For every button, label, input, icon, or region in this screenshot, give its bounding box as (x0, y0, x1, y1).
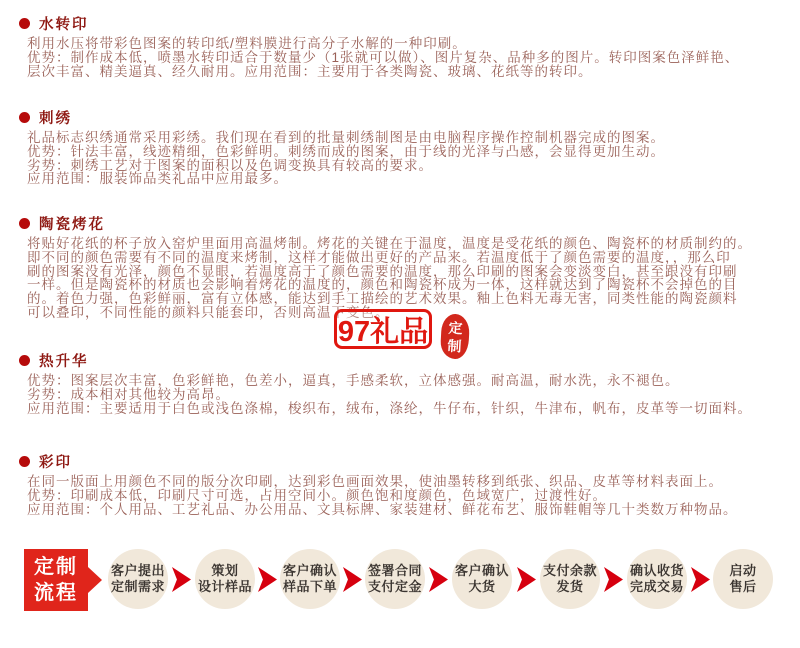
bullet-icon (19, 456, 30, 467)
flow-step-8 (713, 549, 773, 609)
section-header (19, 16, 800, 31)
flow-step-line: 售后 (729, 579, 757, 594)
flow-step-line: 确认收货 (629, 563, 684, 578)
flow-title-box (24, 549, 88, 611)
section-body (27, 131, 800, 186)
section-body-line: 刷的图案没有光泽，颜色不显眼，若温度高于了颜色需要的温度，那么印刷的图案会变淡变白，甚至跟没有印刷 (27, 263, 738, 279)
section-title: 彩印 (39, 455, 72, 471)
section-body-line: 礼品标志织绣通常采用彩绣。我们现在看到的批量刺绣制图是由电脑程序操作控制机器完成的图案。 (27, 130, 665, 145)
flow-step-line: 完成交易 (629, 579, 684, 594)
section-title: 热升华 (39, 354, 89, 370)
watermark-badge: 97礼品 (334, 309, 432, 349)
flow-step-line: 客户确认 (282, 563, 337, 578)
section-header (19, 110, 800, 125)
section-thermal-sublimation (0, 353, 800, 415)
section-body-line: 一样。但是陶瓷杯的材质也会影响着烤花的温度的，颜色和陶瓷杯成为一体，这样就达到了陶瓷杯不会掉色的目 (27, 277, 738, 293)
section-body-line: 在同一版面上用颜色不同的版分次印刷，达到彩色画面效果，使油墨转移到纸张、织品、皮革等材料表面上。 (27, 474, 723, 489)
section-body-line: 将贴好花纸的杯子放入窑炉里面用高温烤制。烤花的关键在于温度，温度是受花纸的颜色、陶瓷杯的材质制约的。 (27, 236, 752, 251)
section-header (19, 454, 800, 469)
section-body-line: 优势：图案层次丰富，色彩鲜艳，色差小，逼真，手感柔软，立体感强。耐高温，耐水洗，永不褪色。 (27, 373, 680, 388)
section-body (27, 374, 800, 415)
flow-arrow-icon (429, 567, 448, 592)
flow-arrow-icon (604, 567, 623, 592)
section-ceramic-baking (0, 216, 800, 320)
section-body-line: 的。着色力强，色彩鲜丽，富有立体感，能达到手工描绘的艺术效果。釉上色料无毒无害，同类性能的陶瓷颜料 (27, 291, 738, 307)
section-body-line: 应用范围：个人用品、工艺礼品、办公用品、文具标牌、家装建材、鲜花布艺、服饰鞋帽等几十类数万种物品。 (27, 501, 738, 517)
flow-step-1 (108, 549, 168, 609)
section-body-line: 应用范围：主要适用于白色或浅色涤棉，梭织布，绒布，涤纶，牛仔布，针织，牛津布，帆布，皮革等一切面料。 (27, 400, 752, 416)
flow-step-line: 设计样品 (197, 579, 252, 594)
flow-step-2 (195, 549, 255, 609)
bullet-icon (19, 112, 30, 123)
flow-step-line: 定制需求 (110, 579, 165, 594)
flow-step-line: 支付余款 (542, 563, 597, 578)
flow-step-5 (452, 549, 512, 609)
section-color-print (0, 454, 800, 516)
section-body-line: 劣势：刺绣工艺对于图案的面积以及色调变换具有较高的要求。 (27, 157, 433, 173)
section-body-line: 可以叠印，不同性能的颜料只能套印，否则高温下变色。 (27, 304, 390, 320)
flow-step-line: 样品下单 (282, 579, 337, 594)
flow-step-6 (540, 549, 600, 609)
section-body (27, 237, 800, 320)
section-body-line: 层次丰富、精美逼真、经久耐用。应用范围：主要用于各类陶瓷、玻璃、花纸等的转印。 (27, 63, 593, 79)
section-title: 水转印 (39, 17, 89, 33)
flow-arrow-icon (258, 567, 277, 592)
flow-arrow-icon (517, 567, 536, 592)
section-body (27, 37, 800, 78)
flow-step-line: 客户确认 (454, 563, 509, 578)
flow-title-pointer-icon (88, 567, 102, 593)
section-embroidery (0, 110, 800, 186)
section-header (19, 353, 800, 368)
flow-step-line: 签署合同 (367, 563, 422, 578)
section-body-line: 应用范围：服装饰品类礼品中应用最多。 (27, 171, 288, 187)
bullet-icon (19, 355, 30, 366)
flow-step-3 (280, 549, 340, 609)
section-header (19, 216, 800, 231)
watermark-seal-char-top: 定 (448, 319, 463, 336)
section-title: 陶瓷烤花 (39, 217, 105, 233)
section-body-line: 优势：制作成本低，喷墨水转印适合于数量少（1张就可以做）、图片复杂、品种多的图片。转印图案色泽鲜艳、 (27, 49, 740, 65)
flow-arrow-icon (343, 567, 362, 592)
flow-step-line: 发货 (556, 579, 584, 594)
flow-step-line: 大货 (468, 579, 496, 594)
flow-step-4 (365, 549, 425, 609)
section-water-transfer-print (0, 16, 800, 78)
flow-arrow-icon (172, 567, 191, 592)
section-body-line: 优势：针法丰富，线迹精细，色彩鲜明。刺绣而成的图案，由于线的光泽与凸感，会显得更加生动。 (27, 143, 665, 159)
flow-step-line: 客户提出 (110, 563, 165, 578)
section-title: 刺绣 (39, 111, 72, 127)
flow-step-line: 策划 (211, 563, 239, 578)
section-body-line: 劣势：成本相对其他较为高昂。 (27, 386, 230, 402)
section-body-line: 即不同的颜色需要有不同的温度来烤制，这样才能做出更好的产品来。若温度低于了颜色需要的温度，，那么印 (27, 249, 731, 265)
bullet-icon (19, 218, 30, 229)
section-body-line: 优势：印刷成本低，印刷尺寸可选，占用空间小。颜色饱和度颜色，色域宽广，过渡性好。 (27, 487, 607, 503)
flow-step-line: 支付定金 (367, 579, 422, 594)
bullet-icon (19, 18, 30, 29)
flow-title-line: 定制 (34, 556, 78, 578)
flow-step-7 (627, 549, 687, 609)
section-body-line: 利用水压将带彩色图案的转印纸/塑料膜进行高分子水解的一种印刷。 (27, 36, 467, 51)
section-body (27, 475, 800, 516)
watermark-seal-char-bottom: 制 (447, 337, 462, 354)
flow-arrow-icon (691, 567, 710, 592)
flow-step-line: 启动 (729, 563, 757, 578)
flow-title-line: 流程 (34, 582, 78, 604)
